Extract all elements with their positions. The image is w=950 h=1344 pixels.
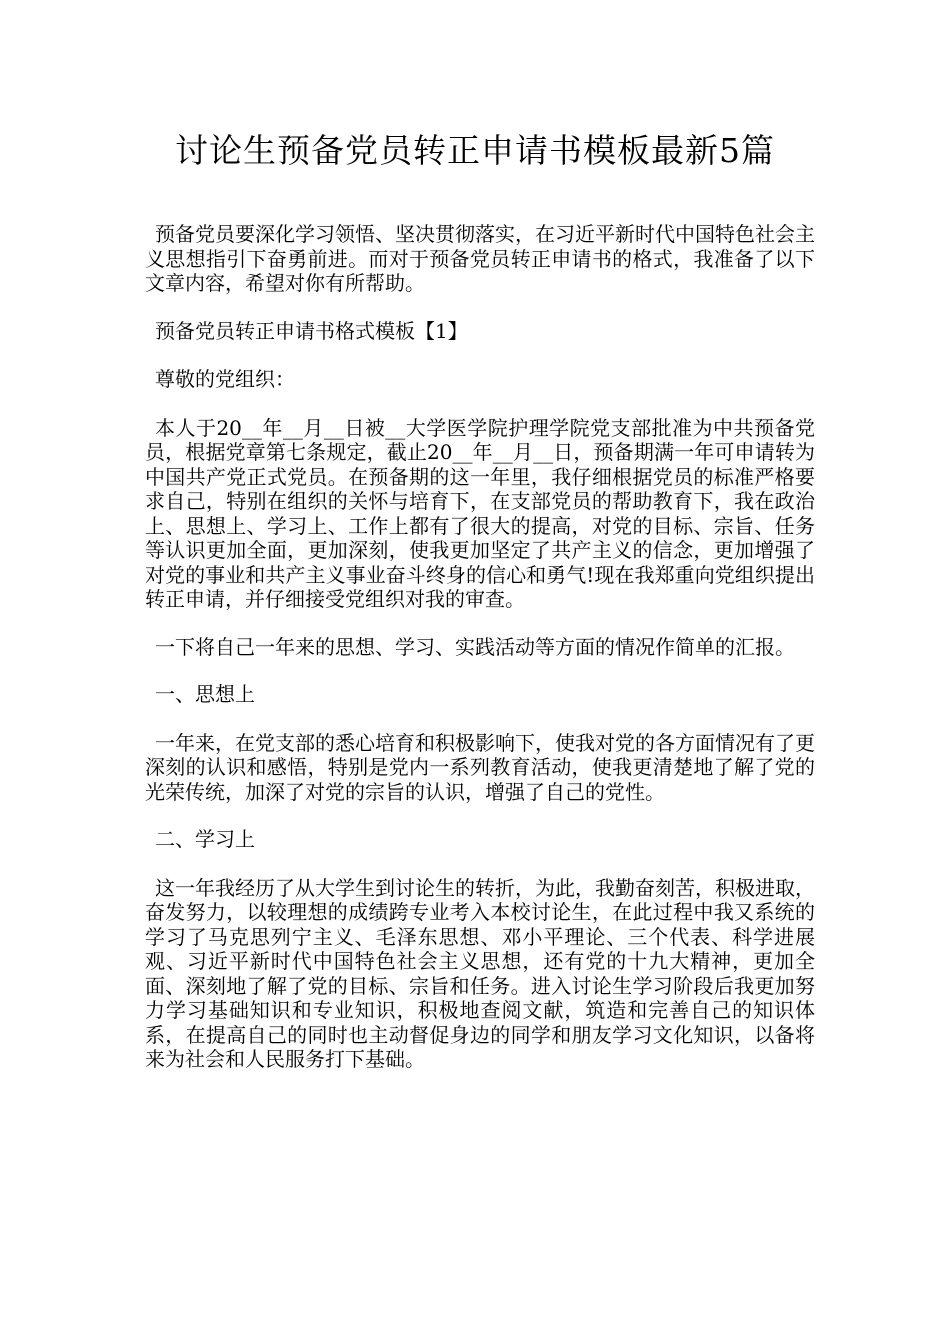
study-paragraph: 这一年我经历了从大学生到讨论生的转折，为此，我勤奋刻苦，积极进取，奋发努力，以较理想的成绩跨专业考入本校讨论生，在此过程中我又系统的学习了马克思列宁主义、毛泽东思想、邓小平理论、三个代表、科学进展观、习近平新时代中国特色社会主义思想，还有党的十九大精神，更加全面、深刻地了解了党的目标、宗旨和任务。进入讨论生学习阶段后我更加努力学习基础知识和专业知识，积极地查阅文献，筑造和完善自己的知识体系，在提高自己的同时也主动督促身边的同学和朋友学习文化知识，以备将来为社会和人民服务打下基础。 (145, 875, 815, 1071)
document-body (145, 222, 815, 1095)
report-intro-paragraph: 一下将自己一年来的思想、学习、实践活动等方面的情况作简单的汇报。 (155, 634, 795, 659)
document-title: 讨论生预备党员转正申请书模板最新5篇 (175, 131, 775, 170)
section-heading-study: 二、学习上 (155, 827, 255, 851)
salutation: 尊敬的党组织： (155, 367, 295, 391)
application-paragraph: 本人于20__年__月__日被__大学医学院护理学院党支部批准为中共预备党员，根据党章第七条规定，截止20__年__月__日，预备期满一年可申请转为中国共产党正式党员。在预备期的这一年里，我仔细根据党员的标准严格要求自己，特别在组织的关怀与培育下，在支部党员的帮助教育下，我在政治上、思想上、学习上、工作上都有了很大的提高，对党的目标、宗旨、任务等认识更加全面，更加深刻，使我更加坚定了共产主义的信念，更加增强了对党的事业和共产主义事业奋斗终身的信心和勇气!现在我郑重向党组织提出转正申请，并仔细接受党组织对我的审查。 (145, 415, 815, 611)
section-heading-thought: 一、思想上 (155, 682, 255, 706)
template-heading: 预备党员转正申请书格式模板【1】 (155, 318, 468, 343)
intro-paragraph: 预备党员要深化学习领悟、坚决贯彻落实，在习近平新时代中国特色社会主义思想指引下奋勇前进。而对于预备党员转正申请书的格式，我准备了以下文章内容，希望对你有所帮助。 (145, 222, 815, 295)
thought-paragraph: 一年来，在党支部的悉心培育和积极影响下，使我对党的各方面情况有了更深刻的认识和感悟，特别是党内一系列教育活动，使我更清楚地了解了党的光荣传统，加深了对党的宗旨的认识，增强了自己的党性。 (145, 730, 815, 804)
